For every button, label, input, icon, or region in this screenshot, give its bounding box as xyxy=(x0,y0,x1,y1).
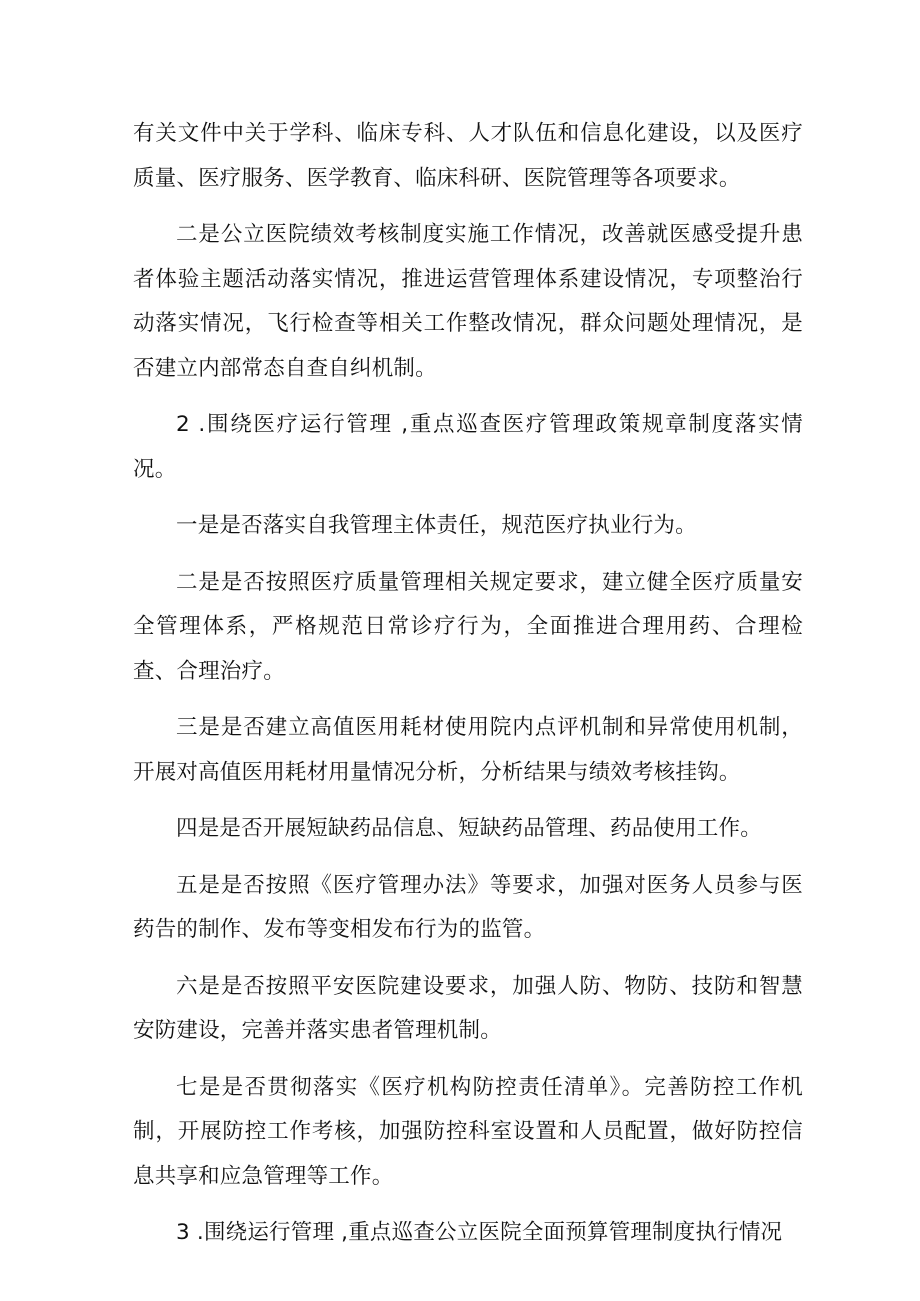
paragraph-8: 五是是否按照《医疗管理办法》等要求，加强对医务人员参与医药告的制作、发布等变相发布行为的监管。 xyxy=(133,872,803,942)
paragraph-11: 3 .围绕运行管理 ,重点巡查公立医院全面预算管理制度执行情况 xyxy=(176,1220,783,1245)
paragraph-5: 二是是否按照医疗质量管理相关规定要求，建立健全医疗质量安全管理体系，严格规范日常诊疗行为，全面推进合理用药、合理检查、合理治疗。 xyxy=(133,569,803,684)
paragraph-6: 三是是否建立高值医用耗材使用院内点评机制和异常使用机制，开展对高值医用耗材用量情况分析，分析结果与绩效考核挂钩。 xyxy=(133,715,803,785)
paragraph-9: 六是是否按照平安医院建设要求，加强人防、物防、技防和智慧安防建设，完善并落实患者管理机制。 xyxy=(133,973,803,1043)
paragraph-4: 一是是否落实自我管理主体责任，规范医疗执业行为。 xyxy=(176,513,697,538)
paragraph-3: 2 .围绕医疗运行管理 ,重点巡查医疗管理政策规章制度落实情况。 xyxy=(133,412,803,482)
paragraph-2: 二是公立医院绩效考核制度实施工作情况，改善就医感受提升患者体验主题活动落实情况，推进运营管理体系建设情况，专项整治行动落实情况，飞行检查等相关工作整改情况，群众问题处理情况，是否建立内部常态自查自纠机制。 xyxy=(133,222,803,381)
paragraph-10: 七是是否贯彻落实《医疗机构防控责任清单》。完善防控工作机制，开展防控工作考核，加强防控科室设置和人员配置，做好防控信息共享和应急管理等工作。 xyxy=(133,1074,803,1189)
paragraph-7: 四是是否开展短缺药品信息、短缺药品管理、药品使用工作。 xyxy=(176,816,762,841)
paragraph-1: 有关文件中关于学科、临床专科、人才队伍和信息化建设，以及医疗质量、医疗服务、医学教育、临床科研、医院管理等各项要求。 xyxy=(133,121,803,191)
document-body xyxy=(133,112,803,1268)
